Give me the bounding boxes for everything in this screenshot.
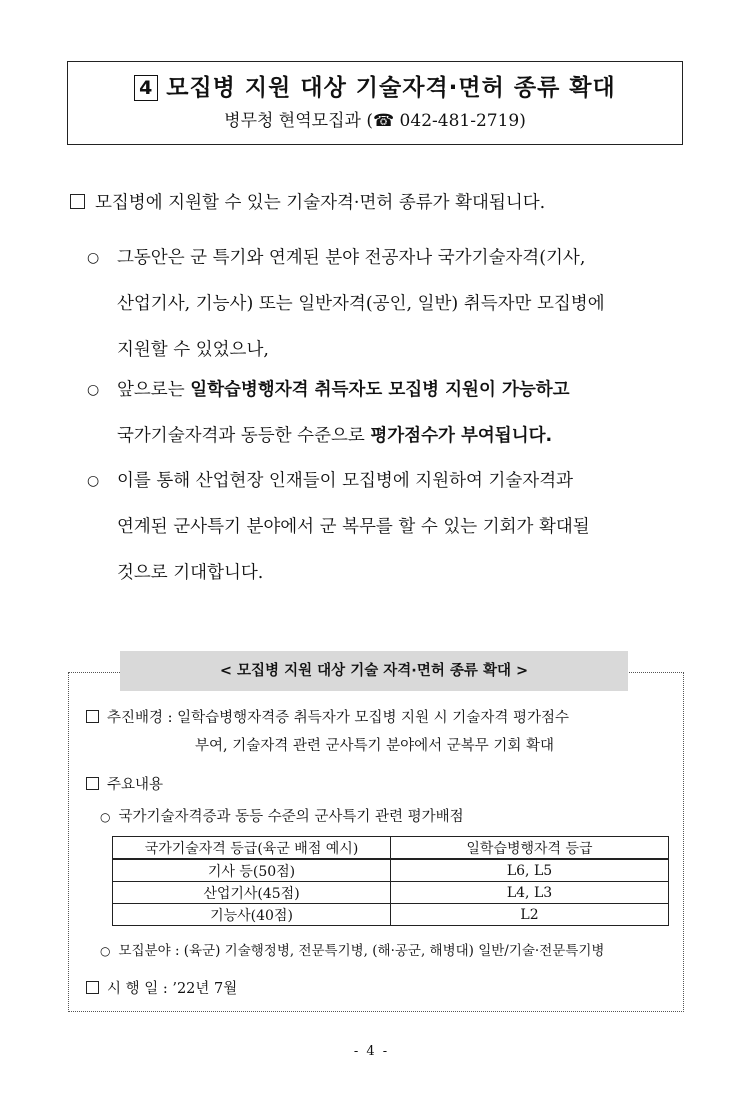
table-header-cell: 일학습병행자격 등급	[391, 837, 669, 860]
circle-bullet-icon: ○	[87, 382, 100, 398]
phone-number: 042-481-2719)	[394, 111, 526, 131]
title-text: 모집병 지원 대상 기술자격·면허 종류 확대	[166, 75, 616, 101]
para2-line2-bold: 평가점수가 부여됩니다.	[370, 426, 553, 446]
background-item	[86, 708, 569, 728]
sub-item-2	[100, 941, 604, 961]
document-title	[68, 74, 682, 102]
para2-line1	[117, 367, 687, 413]
page-number: - 4 -	[353, 1044, 390, 1059]
table-header-cell: 국가기술자격 등급(육군 배점 예시)	[113, 837, 391, 860]
para3-line2: 연계된 군사특기 분야에서 군 복무를 할 수 있는 기회가 확대될	[117, 517, 590, 537]
effective-date-item	[86, 979, 237, 999]
circle-bullet-icon: ○	[100, 810, 111, 824]
table-cell: 기사 등(50점)	[113, 859, 391, 882]
checkbox-icon	[86, 777, 99, 790]
para2-line2	[117, 413, 687, 459]
sub-item-1-text: 국가기술자격증과 동등 수준의 군사특기 관련 평가배점	[118, 809, 464, 825]
bullet-paragraph-1	[87, 235, 687, 373]
background-line2: 부여, 기술자격 관련 군사특기 분야에서 군복무 기회 확대	[195, 738, 555, 754]
table-cell: L4, L3	[391, 882, 669, 904]
checkbox-icon	[70, 194, 85, 209]
effective-date: 시 행 일 : ’22년 7월	[107, 981, 238, 997]
title-box	[67, 61, 683, 145]
table-header-row	[113, 837, 669, 860]
main-content-label: 주요내용	[107, 777, 164, 793]
lead-text: 모집병에 지원할 수 있는 기술자격·면허 종류가 확대됩니다.	[95, 193, 546, 213]
lead-paragraph	[70, 191, 690, 215]
para2-line2-text: 국가기술자격과 동등한 수준으로	[117, 426, 371, 446]
table-cell: L2	[391, 904, 669, 926]
table-cell: L6, L5	[391, 859, 669, 882]
checkbox-icon	[86, 710, 99, 723]
background-line1: 추진배경 : 일학습병행자격증 취득자가 모집병 지원 시 기술자격 평가점수	[107, 710, 569, 726]
department-contact	[68, 110, 682, 132]
para1-line2: 산업기사, 기능사) 또는 일반자격(공인, 일반) 취득자만 모집병에	[117, 294, 605, 314]
table-cell: 산업기사(45점)	[113, 882, 391, 904]
para1-line3: 지원할 수 있었으나,	[117, 340, 269, 360]
table-row	[113, 904, 669, 926]
sub-item-2-text: 모집분야 : (육군) 기술행정병, 전문특기병, (해·공군, 해병대) 일반/기술·전문특기병	[118, 943, 605, 959]
para1-line1: 그동안은 군 특기와 연계된 분야 전공자나 국가기술자격(기사,	[117, 248, 586, 268]
sub-item-1	[100, 807, 464, 827]
checkbox-icon	[86, 981, 99, 994]
para3-line1: 이를 통해 산업현장 인재들이 모집병에 지원하여 기술자격과	[117, 471, 573, 491]
main-content-item	[86, 775, 163, 795]
circle-bullet-icon: ○	[100, 944, 111, 958]
department: 병무청 현역모집과 (	[224, 111, 373, 131]
summary-box-header: < 모집병 지원 대상 기술 자격·면허 종류 확대 >	[120, 651, 628, 691]
circle-bullet-icon: ○	[87, 473, 100, 489]
phone-icon: ☎	[372, 111, 395, 131]
section-number: 4	[134, 75, 158, 101]
bullet-paragraph-3	[87, 458, 687, 596]
circle-bullet-icon: ○	[87, 250, 100, 266]
table-row	[113, 882, 669, 904]
table-cell: 기능사(40점)	[113, 904, 391, 926]
bullet-paragraph-2	[87, 367, 687, 459]
para2-line1-bold: 일학습병행자격 취득자도 모집병 지원이 가능하고	[190, 380, 570, 400]
para3-line3: 것으로 기대합니다.	[117, 563, 264, 583]
para2-line1-text: 앞으로는	[117, 380, 191, 400]
table-row	[113, 859, 669, 882]
score-table	[112, 836, 669, 926]
